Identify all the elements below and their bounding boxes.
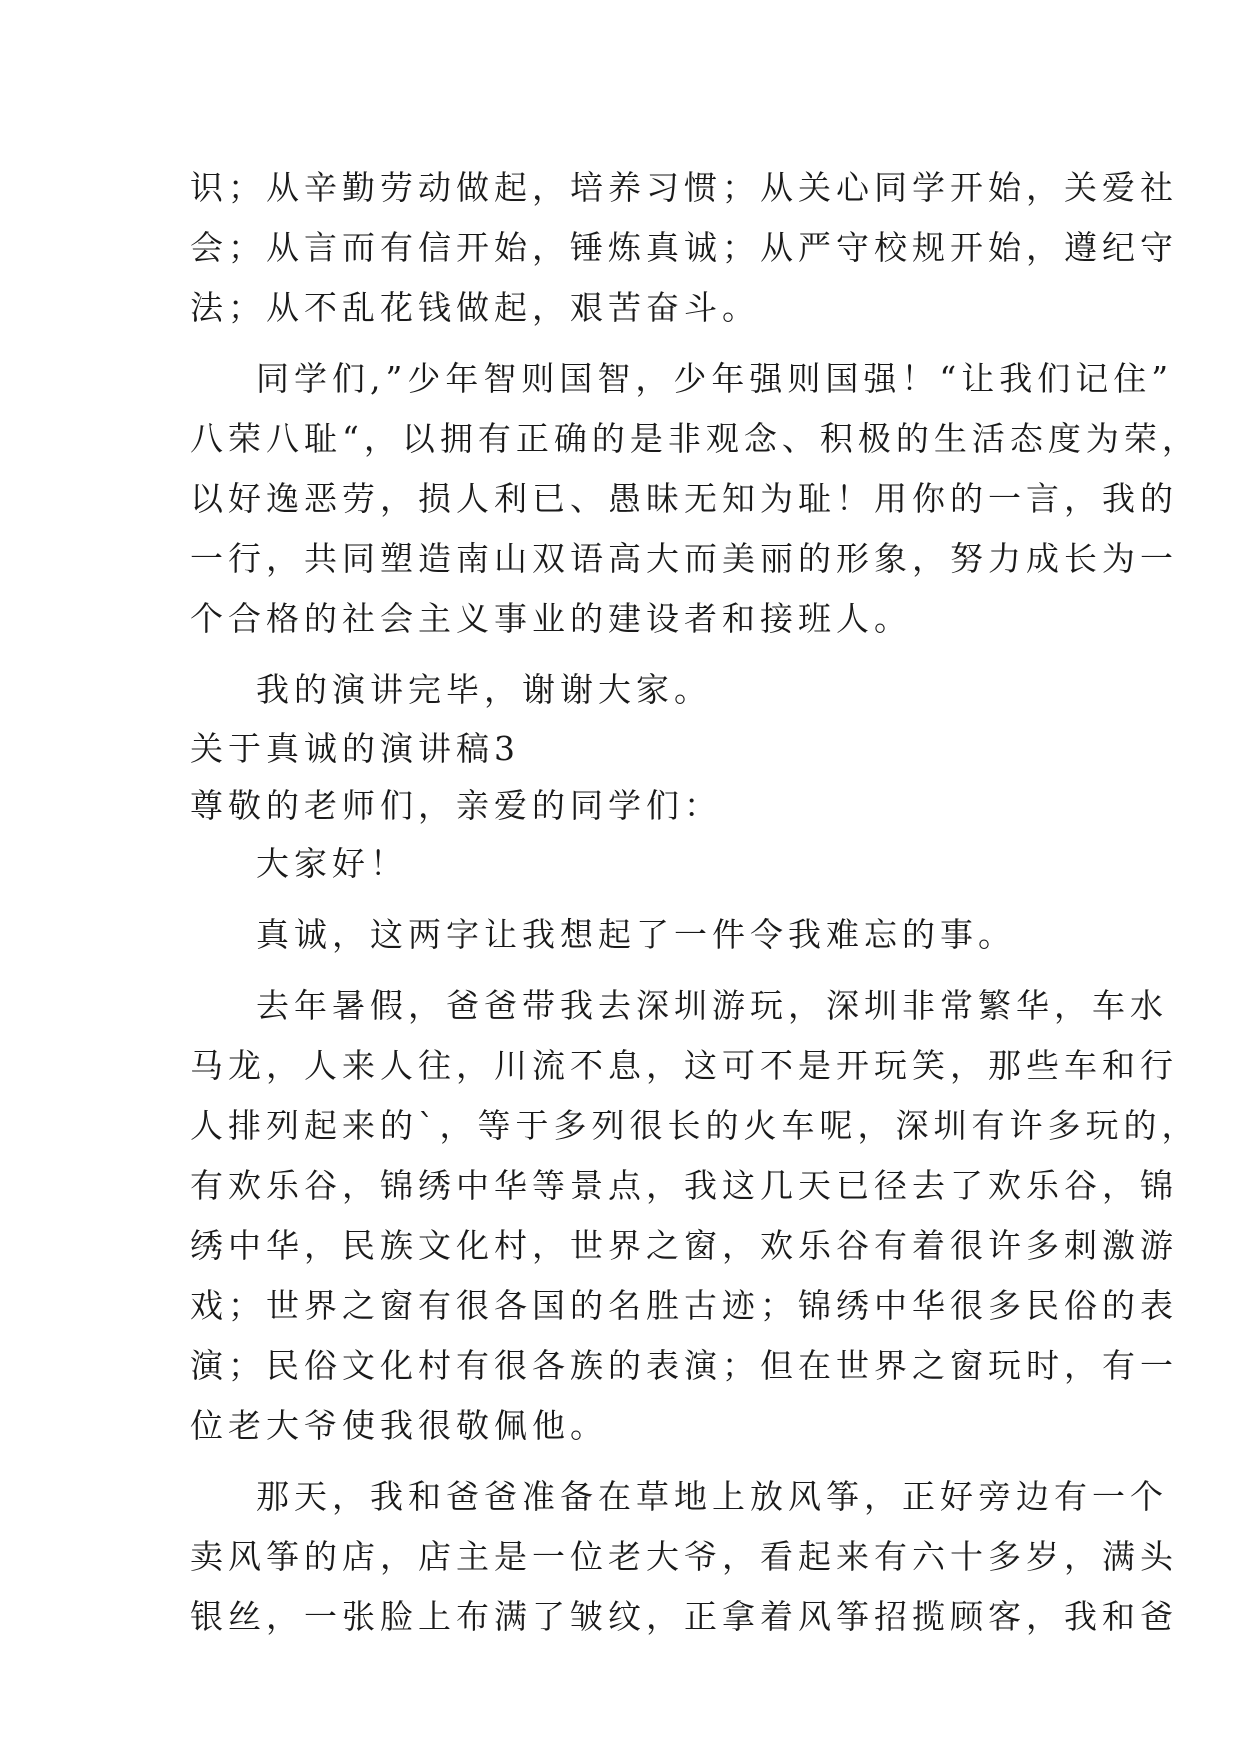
greeting: 大家好！: [256, 844, 408, 883]
text-line: 银丝，一张脸上布满了皱纹，正拿着风筝招揽顾客，我和爸: [190, 1597, 1178, 1636]
text-line: 卖风筝的店，店主是一位老大爷，看起来有六十多岁，满头: [190, 1537, 1178, 1576]
paragraph-start-line: 那天，我和爸爸准备在草地上放风筝，正好旁边有一个: [256, 1477, 1168, 1516]
text-line: 法；从不乱花钱做起，艰苦奋斗。: [190, 288, 760, 327]
section-title: 关于真诚的演讲稿3: [190, 729, 520, 768]
text-line: 绣中华，民族文化村，世界之窗，欢乐谷有着很许多刺激游: [190, 1226, 1178, 1265]
text-line: 八荣八耻“，以拥有正确的是非观念、积极的生活态度为荣，: [190, 419, 1200, 458]
paragraph-start-line: 同学们,”少年智则国智，少年强则国强！“让我们记住”: [256, 359, 1174, 398]
paragraph-start-line: 去年暑假，爸爸带我去深圳游玩，深圳非常繁华，车水: [256, 986, 1168, 1025]
text-line: 以好逸恶劳，损人利已、愚昧无知为耻！用你的一言，我的: [190, 479, 1178, 518]
text-line: 一行，共同塑造南山双语高大而美丽的形象，努力成长为一: [190, 539, 1178, 578]
text-line: 会；从言而有信开始，锤炼真诚；从严守校规开始，遵纪守: [190, 228, 1178, 267]
text-line: 人排列起来的`，等于多列很长的火车呢，深圳有许多玩的，: [190, 1106, 1200, 1145]
text-line: 戏；世界之窗有很各国的名胜古迹；锦绣中华很多民俗的表: [190, 1286, 1178, 1325]
document-body: [190, 158, 1200, 1647]
text-line: 个合格的社会主义事业的建设者和接班人。: [190, 599, 912, 638]
salutation: 尊敬的老师们，亲爱的同学们：: [190, 786, 722, 825]
text-line: 演；民俗文化村有很各族的表演；但在世界之窗玩时，有一: [190, 1346, 1178, 1385]
closing-remark: 我的演讲完毕，谢谢大家。: [256, 670, 712, 709]
text-line: 有欢乐谷，锦绣中华等景点，我这几天已径去了欢乐谷，锦: [190, 1166, 1178, 1205]
text-line: 识；从辛勤劳动做起，培养习惯；从关心同学开始，关爱社: [190, 168, 1178, 207]
text-line: 位老大爷使我很敬佩他。: [190, 1406, 608, 1445]
paragraph-start-line: 真诚，这两字让我想起了一件令我难忘的事。: [256, 915, 1016, 954]
text-line: 马龙，人来人往，川流不息，这可不是开玩笑，那些车和行: [190, 1046, 1178, 1085]
